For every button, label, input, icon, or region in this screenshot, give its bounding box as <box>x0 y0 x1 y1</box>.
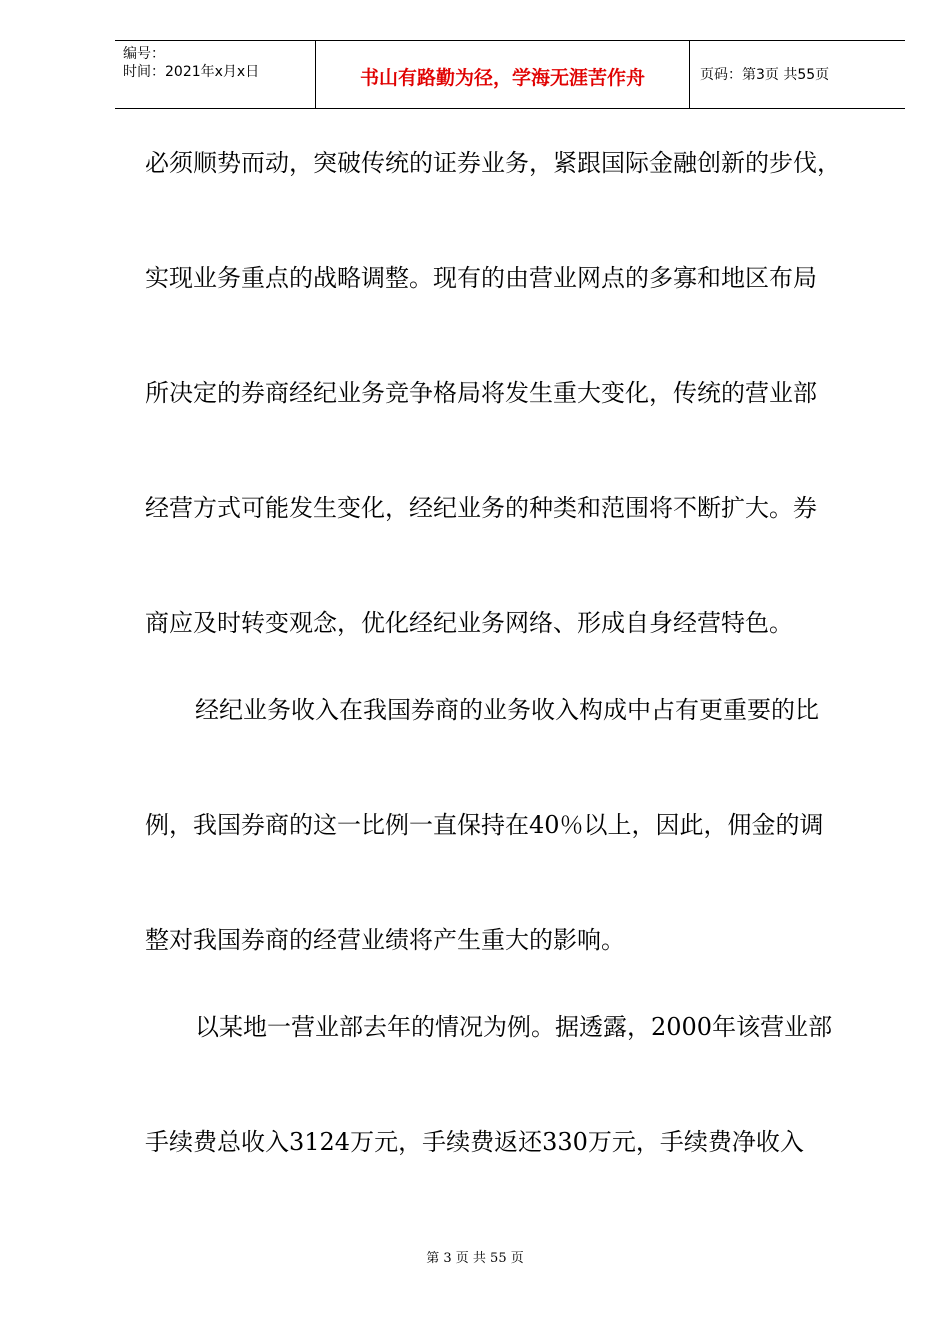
serial-label: 编号： <box>123 46 165 62</box>
header-meta-cell <box>115 41 316 108</box>
text-line: 以某地一营业部去年的情况为例。据透露，2000年该营业部 <box>195 1013 833 1041</box>
header-page-cell <box>690 41 905 108</box>
header-motto-cell <box>316 41 690 108</box>
text-line: 实现业务重点的战略调整。现有的由营业网点的多寡和地区布局 <box>145 264 817 292</box>
text-line: 经纪业务收入在我国券商的业务收入构成中占有更重要的比 <box>195 696 819 724</box>
text-line: 商应及时转变观念，优化经纪业务网络、形成自身经营特色。 <box>145 609 793 637</box>
motto: 书山有路勤为径，学海无涯苦作舟 <box>359 67 645 89</box>
time-label: 时间：2021年x月x日 <box>123 64 260 80</box>
page-header <box>115 40 905 109</box>
page-info: 页码：第3页 共55页 <box>700 67 830 83</box>
text-line: 所决定的券商经纪业务竞争格局将发生重大变化，传统的营业部 <box>145 379 817 407</box>
text-line: 必须顺势而动，突破传统的证券业务，紧跟国际金融创新的步伐， <box>145 149 841 177</box>
text-line: 例，我国券商的这一比例一直保持在40％以上，因此，佣金的调 <box>145 811 824 839</box>
text-line: 经营方式可能发生变化，经纪业务的种类和范围将不断扩大。券 <box>145 494 817 522</box>
text-line: 整对我国券商的经营业绩将产生重大的影响。 <box>145 926 625 954</box>
page-footer: 第 3 页 共 55 页 <box>426 1251 524 1266</box>
text-line: 手续费总收入3124万元，手续费返还330万元，手续费净收入 <box>145 1128 804 1156</box>
